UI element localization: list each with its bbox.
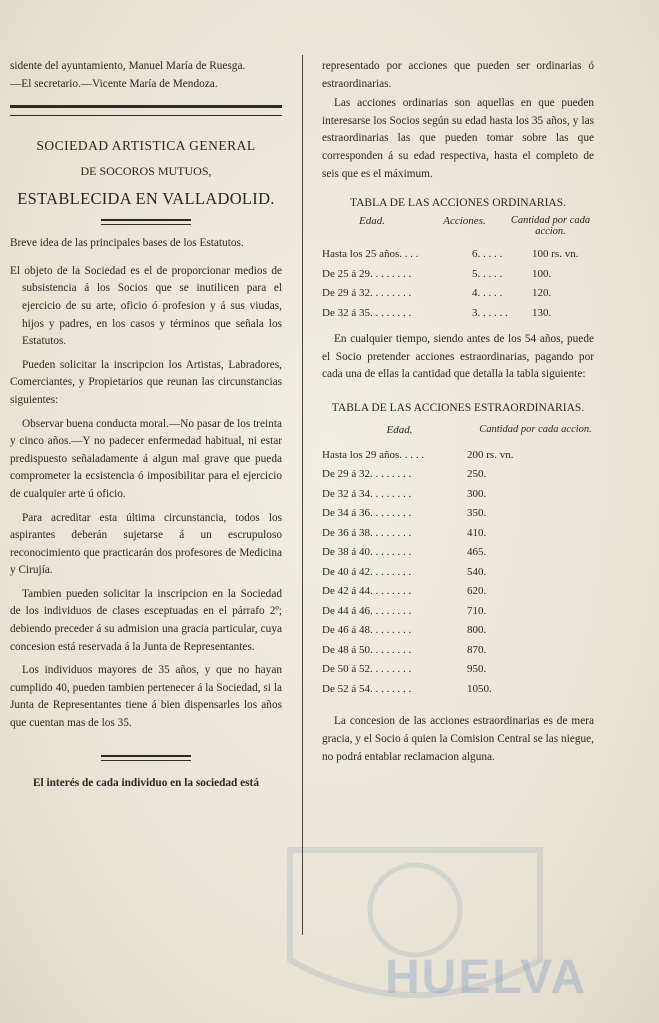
left-column: [10, 58, 282, 792]
paragraph-extraordinary: En cualquier tiempo, siendo antes de los 54 años, puede el Socio pretender acciones estraordinarias, pagando por cada una de ellas la cantidad que detalla la tabla siguiente:: [322, 333, 594, 381]
paragraph-objective: El objeto de la Sociedad es el de proporcionar medios de subsistencia á los Socios que se inutilicen para el ejercicio de su arte, oficio ó profesion y á sus viudas, hijos y padres, en los casos y términos que señala los Estatutos.: [10, 264, 282, 348]
header-edad: Edad.: [386, 423, 413, 436]
section-rule: [10, 105, 282, 116]
table-row: De 32 á 34. . . . . . . . 300.: [322, 487, 487, 500]
paragraph-shares-types: representado por acciones que pueden ser ordinarias ó estraordinarias.: [322, 60, 594, 90]
table-row: De 40 á 42. . . . . . . . 540.: [322, 565, 487, 578]
signature-line-2: —El secretario.—Vicente María de Mendoza.: [10, 77, 218, 90]
paragraph-exceptions: Tambien pueden solicitar la inscripcion en la Sociedad de los individuos de clases esceptuadas en el párrafo 2º; debiendo preceder á su admision una gracia particular, cuya concesion está reservada á la Junta de Representantes.: [10, 587, 282, 653]
paragraph-medical: Para acreditar esta última circunstancia, todos los aspirantes deberán sujetarse á un escrupuloso reconocimiento que practicarán dos profesores de Medicina y Cirujía.: [10, 511, 282, 577]
table-row: De 34 á 36. . . . . . . . 350.: [322, 507, 487, 520]
table-ordinary-title: TABLA DE LAS ACCIONES ORDINARIAS.: [350, 197, 566, 210]
paragraph-age: Los individuos mayores de 35 años, y que no hayan cumplido 40, pueden tambien pertenecer á la Sociedad, si la Junta de Representantes tiene á bien dispensarles los años que cuentan mas de los 35.: [10, 664, 282, 730]
table-row: De 36 á 38. . . . . . . . 410.: [322, 526, 487, 539]
article-subtitle: DE SOCOROS MUTUOS,: [80, 164, 212, 179]
paragraph-intro: Breve idea de las principales bases de los Estatutos.: [10, 237, 244, 250]
paragraph-conditions: Observar buena conducta moral.—No pasar de los treinta y cinco años.—Y no padecer enfermedad habitual, ni estar predispuesto señaladamente á algun mal grave que pueda comprometer la ecsistencia ó imposibilitar para el ejercicio de cualquier arte ú oficio.: [10, 417, 282, 500]
table-row: De 52 á 54. . . . . . . . 1050.: [322, 682, 492, 695]
article-title: SOCIEDAD ARTISTICA GENERAL: [36, 138, 256, 154]
title-rule: [101, 219, 191, 225]
paragraph-eligibility: Pueden solicitar la inscripcion los Artistas, Labradores, Comerciantes, y Propietarios que reunan las circunstancias siguientes:: [10, 358, 282, 406]
table-row: Hasta los 25 años. . . . 6. . . . . 100 rs. vn.: [322, 248, 579, 261]
table-row: Hasta los 29 años. . . . . 200 rs. vn.: [322, 448, 514, 461]
closing-rule: [101, 755, 191, 761]
table-row: De 32 á 35. . . . . . . . 3. . . . . . 130.: [322, 306, 552, 319]
table-row: De 29 á 32. . . . . . . . 4. . . . . 120.: [322, 287, 552, 300]
header-cantidad: Cantidad por cada accion.: [510, 215, 591, 238]
table-row: De 42 á 44. . . . . . . . 620.: [322, 585, 487, 598]
table-extraordinary-title: TABLA DE LAS ACCIONES ESTRAORDINARIAS.: [331, 401, 585, 414]
table-row: De 25 á 29. . . . . . . . 5. . . . . 100.: [322, 267, 552, 280]
paragraph-ordinary-shares: Las acciones ordinarias son aquellas en que pueden interesarse los Socios según su edad hasta los 35 años, y las estraordinarias las que pueden tomar sobre las que corresponden á su edad respectiva, hasta el completo de seis que es el máximum.: [322, 97, 594, 180]
table-extraordinary: [322, 446, 594, 700]
table-ordinary: [322, 245, 594, 323]
paragraph-concession: La concesion de las acciones estraordinarias es de mera gracia, y el Socio á quien la Comision Central se las niegue, no podrá entablar reclamacion alguna.: [322, 715, 594, 763]
column-divider: [302, 55, 303, 935]
table-row: De 29 á 32. . . . . . . . 250.: [322, 468, 487, 481]
table-row: De 44 á 46. . . . . . . . 710.: [322, 604, 487, 617]
header-edad: Edad.: [359, 215, 385, 228]
huelva-watermark: HUELVA: [385, 951, 588, 1004]
paragraph-continuation: El interés de cada individuo en la sociedad está: [33, 776, 259, 789]
table-row: De 46 á 48. . . . . . . . 800.: [322, 624, 487, 637]
table-row: De 48 á 50. . . . . . . . 870.: [322, 643, 487, 656]
table-ordinary-header: [322, 215, 594, 237]
header-cantidad: Cantidad por cada accion.: [479, 423, 592, 435]
signature-line-1: sidente del ayuntamiento, Manuel María de Ruesga.: [10, 60, 246, 72]
header-acciones: Acciones.: [443, 215, 486, 228]
right-column: [322, 58, 594, 766]
article-headline: ESTABLECIDA EN VALLADOLID.: [17, 189, 275, 209]
table-row: De 50 á 52. . . . . . . . 950.: [322, 663, 487, 676]
table-extraordinary-header: [322, 424, 594, 436]
table-row: De 38 á 40. . . . . . . . 465.: [322, 546, 487, 559]
